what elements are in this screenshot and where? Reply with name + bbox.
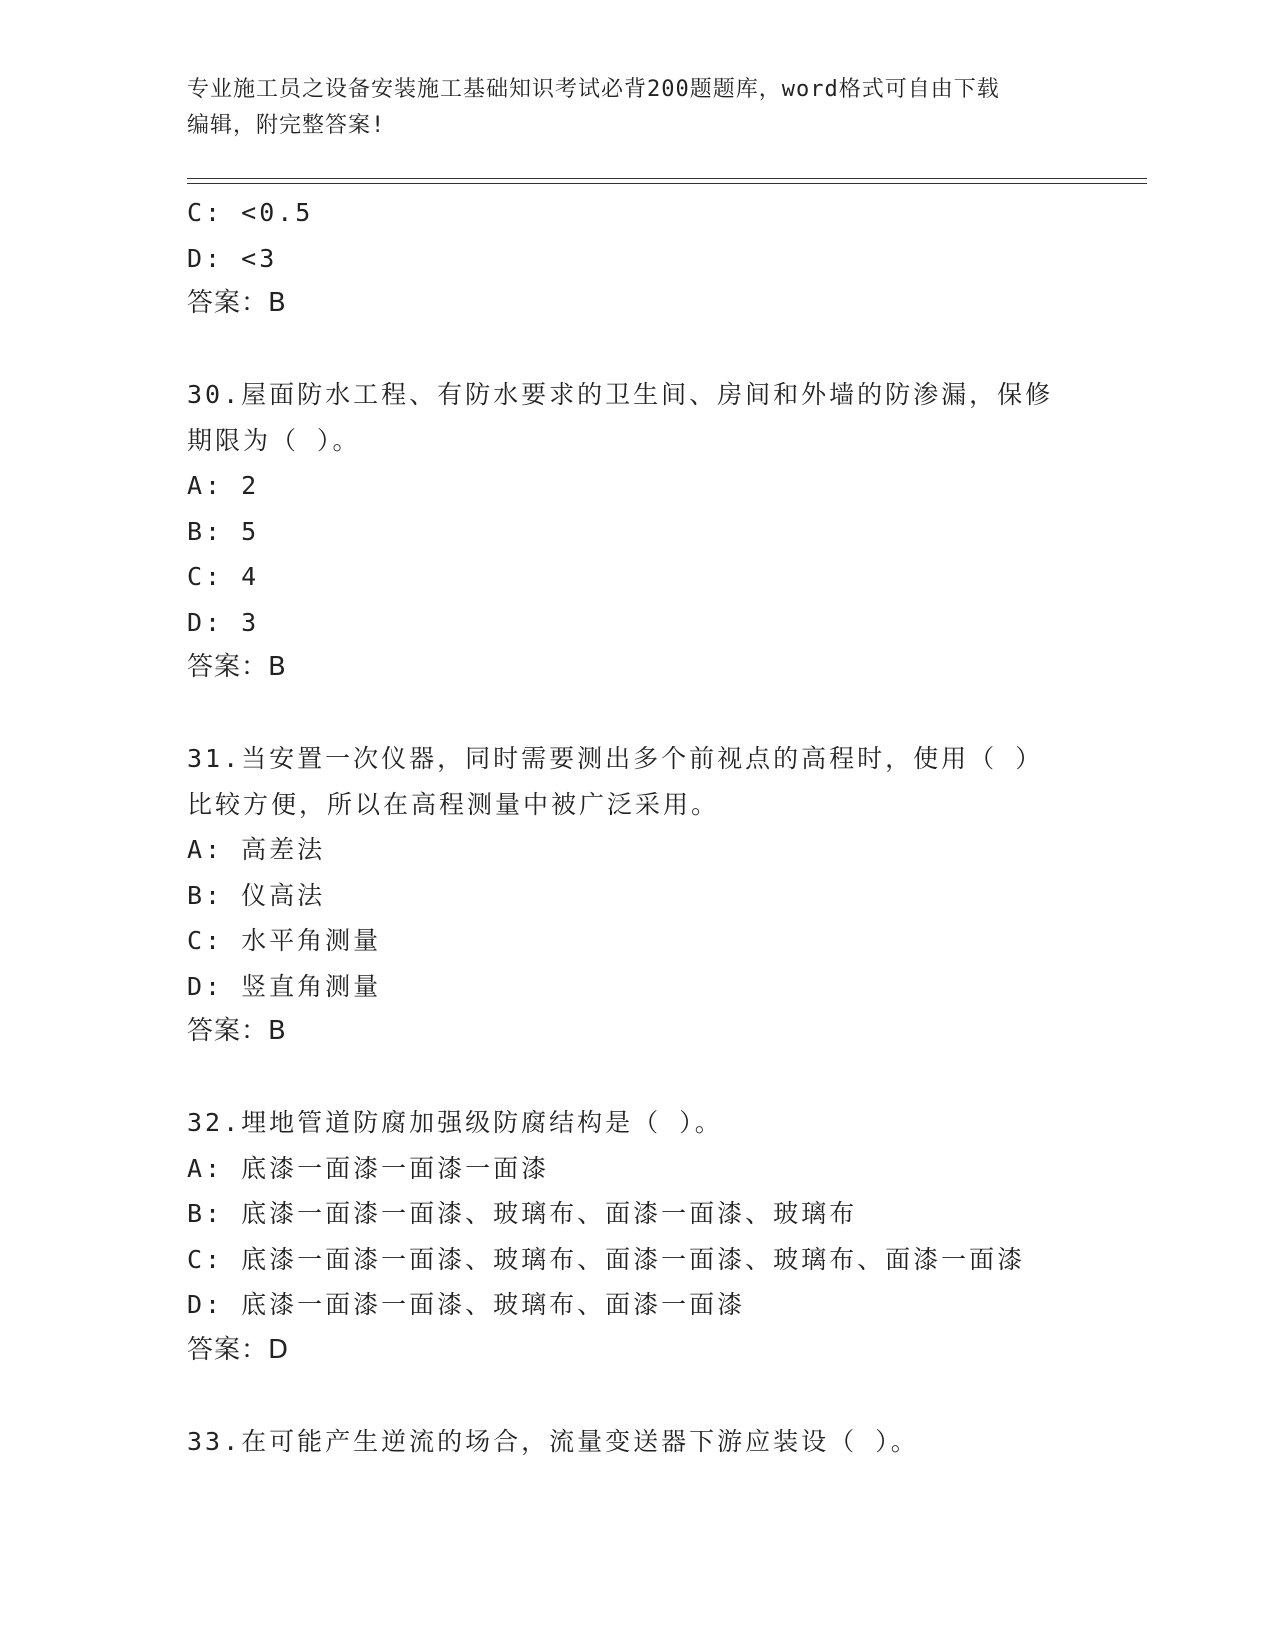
option-a: A: 高差法 [187, 835, 326, 864]
option-d: D: 竖直角测量 [187, 971, 382, 1001]
answer-line: 答案：B [187, 1016, 287, 1046]
answer-line: 答案：D [187, 1334, 290, 1365]
option-d: D: 3 [187, 607, 260, 637]
option-d: D: <3 [187, 243, 278, 273]
option-c: C: 水平角测量 [187, 926, 382, 955]
header-title-line-1: 专业施工员之设备安装施工基础知识考试必背200题题库，word格式可自由下载 [187, 77, 1000, 102]
option-b: B: 仪高法 [187, 880, 326, 910]
question-text-line-2: 期限为（ ）。 [187, 425, 361, 455]
question-30 [187, 372, 1147, 691]
question-text-line-2: 比较方便，所以在高程测量中被广泛采用。 [187, 789, 720, 819]
option-b: B: 5 [187, 516, 260, 546]
question-33 [187, 1419, 1147, 1465]
option-d: D: 底漆一面漆一面漆、玻璃布、面漆一面漆 [187, 1290, 746, 1319]
question-text-line-1: 30.屋面防水工程、有防水要求的卫生间、房间和外墙的防渗漏，保修 [187, 380, 1054, 409]
question-list [187, 190, 1147, 1464]
question-text-line-1: 33.在可能产生逆流的场合，流量变送器下游应装设（ ）。 [187, 1426, 919, 1456]
header-divider-top [187, 178, 1147, 179]
question-31 [187, 736, 1147, 1055]
question-29-tail [187, 190, 1147, 327]
spacer [187, 691, 1147, 737]
option-c: C: 底漆一面漆一面漆、玻璃布、面漆一面漆、玻璃布、面漆一面漆 [187, 1244, 1026, 1274]
question-text-line-1: 31.当安置一次仪器，同时需要测出多个前视点的高程时，使用（ ） [187, 744, 1044, 773]
option-c: C: 4 [187, 562, 260, 591]
option-c: C: <0.5 [187, 198, 314, 227]
answer-line: 答案：B [187, 652, 287, 682]
header-title-line-2: 编辑，附完整答案! [187, 113, 386, 138]
spacer [187, 1373, 1147, 1419]
option-b: B: 底漆一面漆一面漆、玻璃布、面漆一面漆、玻璃布 [187, 1199, 858, 1228]
spacer [187, 1055, 1147, 1101]
document-header [187, 72, 1087, 144]
question-32 [187, 1100, 1147, 1373]
header-divider-bottom [187, 183, 1147, 184]
option-a: A: 底漆一面漆一面漆一面漆 [187, 1153, 550, 1183]
option-a: A: 2 [187, 471, 260, 500]
spacer [187, 327, 1147, 373]
question-text-line-1: 32.埋地管道防腐加强级防腐结构是（ ）。 [187, 1108, 723, 1137]
answer-line: 答案：B [187, 288, 287, 318]
